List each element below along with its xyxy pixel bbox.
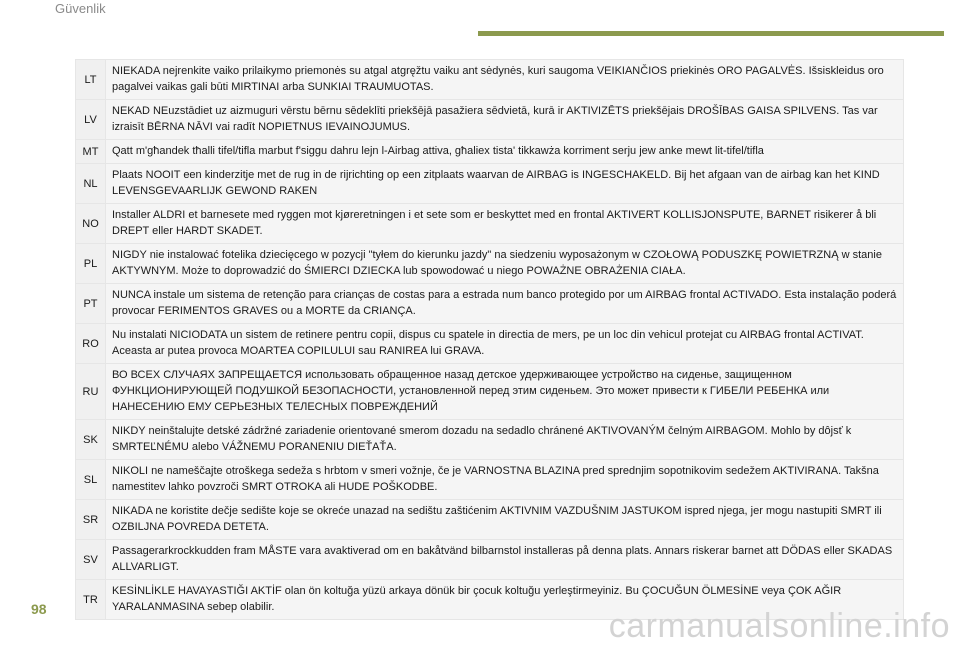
table-row [76,204,904,244]
table-row [76,164,904,204]
warning-text: ВО ВСЕХ СЛУЧАЯХ ЗАПРЕЩАЕТСЯ использовать обращенное назад детское удерживающее устройство на сиденье, защищенном ФУНКЦИОНИРУЮЩЕЙ ПОДУШКОЙ БЕЗОПАСНОСТИ, установленной перед этим сиденьем. Это может привести к ГИБЕЛИ РЕБЕНКА или НАНЕСЕНИЮ ЕМУ СЕРЬЕЗНЫХ ТЕЛЕСНЫХ ПОВРЕЖДЕНИЙ [106,364,904,420]
language-code: SK [76,420,106,460]
warning-text: Nu instalati NICIODATA un sistem de retinere pentru copii, dispus cu spatele in directia de mers, pe un loc din vehicul protejat cu AIRBAG frontal ACTIVAT. Aceasta ar putea provoca MOARTEA COPILULUI sau RANIREA lui GRAVA. [106,324,904,364]
warning-text: Passagerarkrockkudden fram MÅSTE vara avaktiverad om en bakåtvänd bilbarnstol installeras på denna plats. Annars riskerar barnet att DÖDAS eller SKADAS ALLVARLIGT. [106,540,904,580]
warnings-table-body [76,60,904,620]
language-code: SR [76,500,106,540]
warnings-table [75,59,904,620]
table-row [76,460,904,500]
warning-text: Plaats NOOIT een kinderzitje met de rug in de rijrichting op een zitplaats waarvan de AIRBAG is INGESCHAKELD. Bij het afgaan van de airbag kan het KIND LEVENSGEVAARLIJK GEWOND RAKEN [106,164,904,204]
language-code: NL [76,164,106,204]
watermark: carmanualsonline.info [608,607,950,645]
warning-text: KESİNLİKLE HAVAYASTIĞI AKTİF olan ön koltuğa yüzü arkaya dönük bir çocuk koltuğu yerleştirmeyiniz. Bu ÇOCUĞUN ÖLMESİNE veya ÇOK AĞIR YARALANMASINA sebep olabilir. [106,580,904,620]
warnings-table-container [75,59,904,620]
language-code: PL [76,244,106,284]
language-code: SV [76,540,106,580]
table-row [76,60,904,100]
language-code: NO [76,204,106,244]
warning-text: NEKAD NEuzstādiet uz aizmuguri vērstu bērnu sēdeklīti priekšējā pasažiera sēdvietā, kurā ir AKTIVIZĒTS priekšējais DROŠĪBAS GAISA SPILVENS. Tas var izraisīt BĒRNA NĀVI vai radīt NOPIETNUS IEVAINOJUMUS. [106,100,904,140]
language-code: TR [76,580,106,620]
language-code: LV [76,100,106,140]
warning-text: Qatt m'għandek tħalli tifel/tifla marbut f'siggu dahru lejn l-Airbag attiva, għaliex tista' tikkawża korriment serju jew anke mewt lit-tifel/tifla [106,140,904,164]
table-row [76,244,904,284]
table-row [76,100,904,140]
warning-text: NIKDY neinštalujte detské zádržné zariadenie orientované smerom dozadu na sedadlo chránené AKTIVOVANÝM čelným AIRBAGOM. Mohlo by dôjsť k SMRTEĽNÉMU alebo VÁŽNEMU PORANENIU DIEŤAŤA. [106,420,904,460]
table-row [76,420,904,460]
language-code: RU [76,364,106,420]
table-row [76,324,904,364]
table-row [76,500,904,540]
language-code: MT [76,140,106,164]
warning-text: NIGDY nie instalować fotelika dziecięcego w pozycji "tyłem do kierunku jazdy" na siedzeniu wyposażonym w CZOŁOWĄ PODUSZKĘ POWIETRZNĄ w stanie AKTYWNYM. Może to doprowadzić do ŚMIERCI DZIECKA lub spowodować u niego POWAŻNE OBRAŻENIA CIAŁA. [106,244,904,284]
warning-text: Installer ALDRI et barnesete med ryggen mot kjøreretningen i et sete som er beskyttet med en frontal AKTIVERT KOLLISJONSPUTE, BARNET risikerer å bli DREPT eller HARDT SKADET. [106,204,904,244]
table-row [76,364,904,420]
language-code: RO [76,324,106,364]
warning-text: NIEKADA nejrenkite vaiko prilaikymo priemonės su atgal atgręžtu vaiku ant sėdynės, kuri saugoma VEIKIANČIOS priekinės ORO PAGALVĖS. Išsiskleidus oro pagalvei vaikas gali būti MIRTINAI arba SUNKIAI TRAUMUOTAS. [106,60,904,100]
table-row [76,540,904,580]
header-accent-bar [478,31,944,36]
page-number: 98 [31,601,47,617]
section-title: Güvenlik [55,1,106,16]
warning-text: NIKOLI ne nameščajte otroškega sedeža s hrbtom v smeri vožnje, če je VARNOSTNA BLAZINA pred sprednjim sopotnikovim sedežem AKTIVIRANA. Takšna namestitev lahko povzroči SMRT OTROKA ali HUDE POŠKODBE. [106,460,904,500]
warning-text: NUNCA instale um sistema de retenção para crianças de costas para a estrada num banco protegido por um AIRBAG frontal ACTIVADO. Esta instalação poderá provocar FERIMENTOS GRAVES ou a MORTE da CRIANÇA. [106,284,904,324]
language-code: SL [76,460,106,500]
warning-text: NIKADA ne koristite dečje sedište koje se okreće unazad na sedištu zaštićenim AKTIVNIM VAZDUŠNIM JASTUKOM ispred njega, jer mogu nastupiti SMRT ili OZBILJNA POVREDA DETETA. [106,500,904,540]
language-code: PT [76,284,106,324]
table-row [76,140,904,164]
language-code: LT [76,60,106,100]
table-row [76,284,904,324]
